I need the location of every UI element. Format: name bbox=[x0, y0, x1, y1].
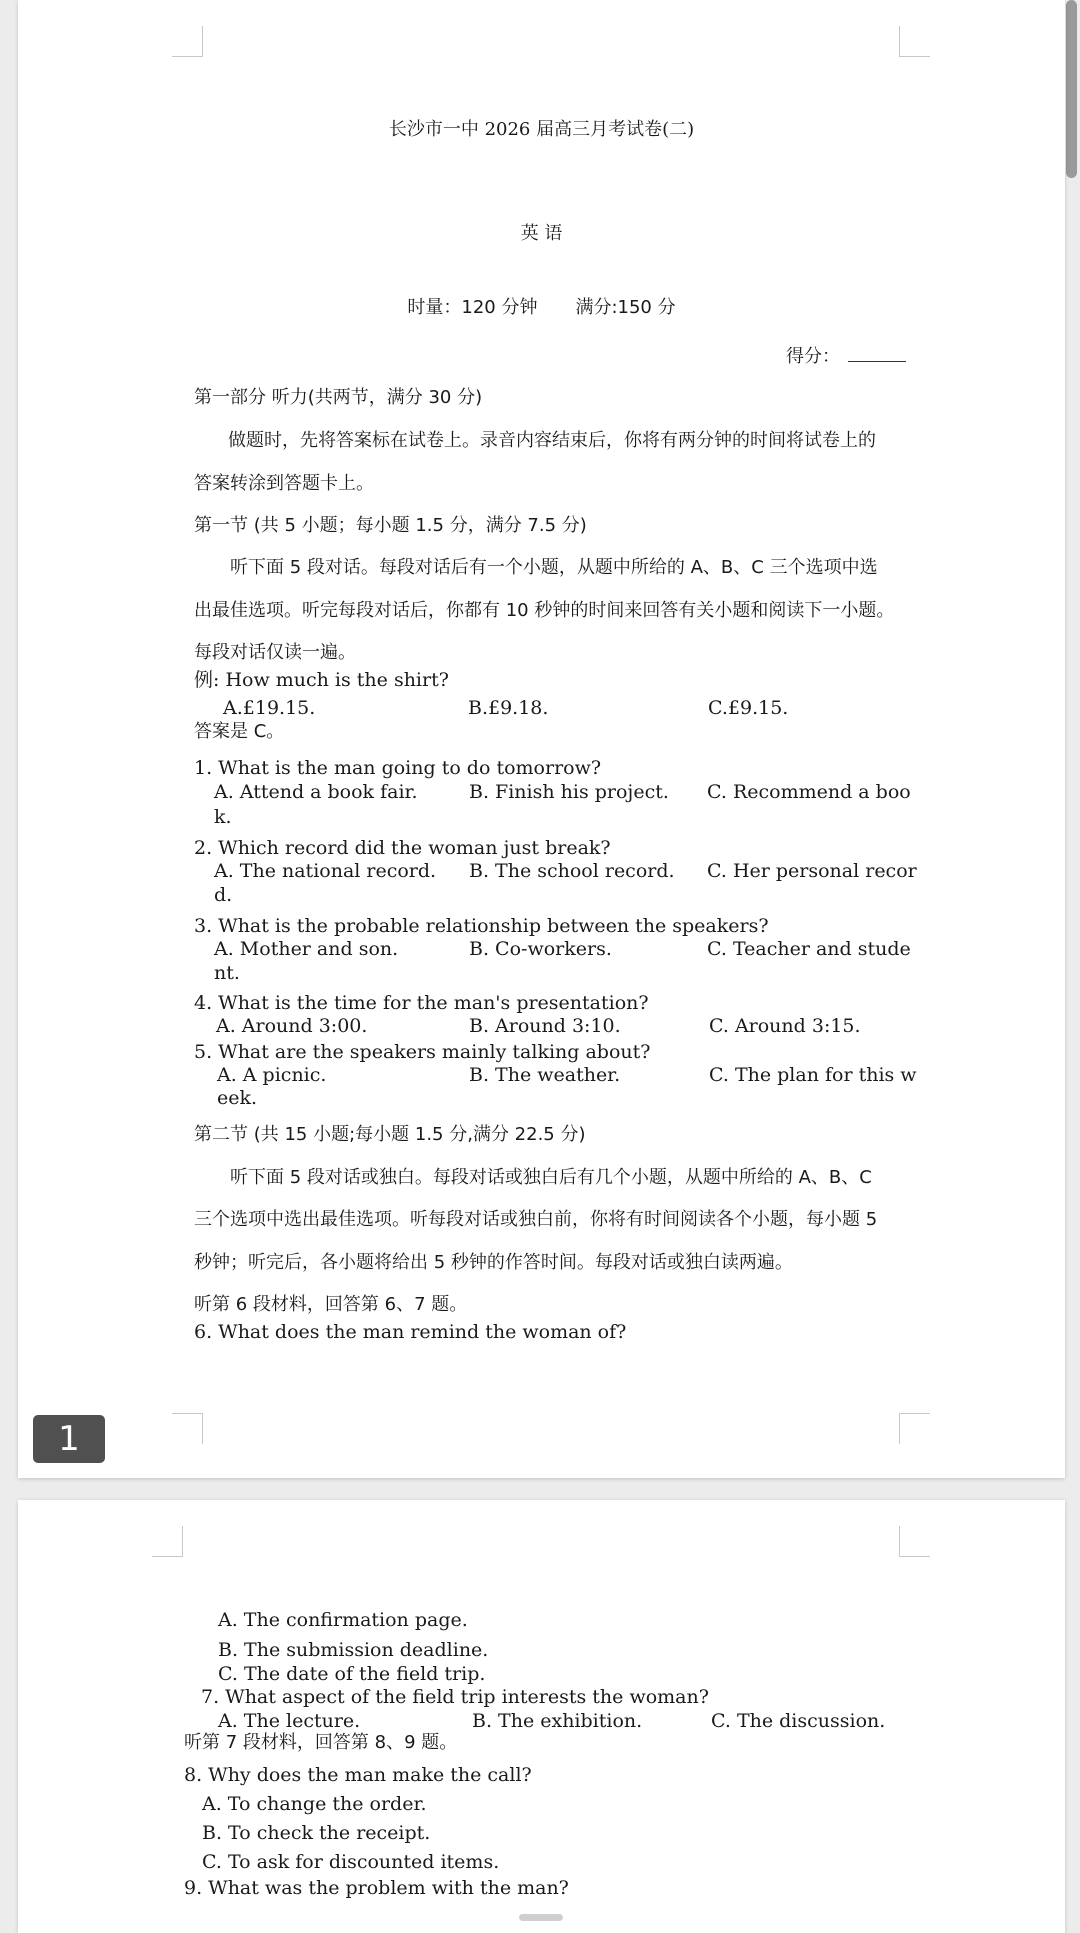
instruction-line: 听下面 5 段对话或独白。每段对话或独白后有几个小题，从题中所给的 A、B、C bbox=[230, 1167, 872, 1188]
document-page-2 bbox=[18, 1500, 1065, 1933]
question-5: 5. What are the speakers mainly talking about? bbox=[194, 1041, 651, 1063]
crop-mark bbox=[899, 1413, 930, 1444]
crop-mark bbox=[172, 26, 203, 57]
question-7: 7. What aspect of the field trip interests the woman? bbox=[201, 1686, 709, 1708]
q2-option-a: A. The national record. bbox=[214, 860, 437, 882]
example-question: 例: How much is the shirt? bbox=[194, 669, 449, 691]
crop-mark bbox=[899, 1526, 930, 1557]
score-blank bbox=[848, 345, 906, 362]
q1-option-c-wrap: k. bbox=[214, 806, 232, 828]
example-option-b: B.£9.18. bbox=[468, 697, 549, 719]
q8-option-a: A. To change the order. bbox=[202, 1793, 427, 1815]
q5-option-c: C. The plan for this w bbox=[709, 1064, 917, 1086]
q6-option-a: A. The confirmation page. bbox=[218, 1609, 468, 1631]
q7-option-c: C. The discussion. bbox=[711, 1710, 886, 1732]
question-8: 8. Why does the man make the call? bbox=[184, 1764, 532, 1786]
section1-heading: 第一节 (共 5 小题；每小题 1.5 分，满分 7.5 分) bbox=[194, 515, 587, 536]
question-4: 4. What is the time for the man's presentation? bbox=[194, 992, 649, 1014]
score-field bbox=[786, 345, 906, 369]
q2-option-c: C. Her personal recor bbox=[707, 860, 917, 882]
instruction-line: 听下面 5 段对话。每段对话后有一个小题，从题中所给的 A、B、C 三个选项中选 bbox=[230, 557, 878, 578]
q3-option-b: B. Co-workers. bbox=[469, 938, 612, 960]
instruction-line: 出最佳选项。听完每段对话后，你都有 10 秒钟的时间来回答有关小题和阅读下一小题。 bbox=[194, 600, 895, 621]
home-indicator[interactable] bbox=[519, 1914, 563, 1921]
q5-option-c-wrap: eek. bbox=[217, 1087, 258, 1109]
scrollbar-thumb[interactable] bbox=[1066, 0, 1077, 178]
instruction-line: 做题时，先将答案标在试卷上。录音内容结束后，你将有两分钟的时间将试卷上的 bbox=[228, 430, 876, 451]
subject-title: 英 语 bbox=[520, 223, 563, 244]
q1-option-b: B. Finish his project. bbox=[469, 781, 669, 803]
document-page-1 bbox=[18, 0, 1065, 1478]
q8-option-c: C. To ask for discounted items. bbox=[202, 1851, 500, 1873]
instruction-line: 每段对话仅读一遍。 bbox=[194, 642, 356, 663]
question-3: 3. What is the probable relationship between the speakers? bbox=[194, 915, 769, 937]
crop-mark bbox=[152, 1526, 183, 1557]
q1-option-a: A. Attend a book fair. bbox=[214, 781, 418, 803]
exam-title: 长沙市一中 2026 届高三月考试卷(二) bbox=[388, 119, 695, 140]
q2-option-c-wrap: d. bbox=[214, 884, 233, 906]
material-7-heading: 听第 7 段材料，回答第 8、9 题。 bbox=[184, 1732, 458, 1753]
q6-option-c: C. The date of the field trip. bbox=[218, 1663, 486, 1685]
material-6-heading: 听第 6 段材料，回答第 6、7 题。 bbox=[194, 1294, 468, 1315]
q7-option-a: A. The lecture. bbox=[218, 1710, 361, 1732]
example-answer: 答案是 C。 bbox=[194, 721, 285, 742]
question-6: 6. What does the man remind the woman of? bbox=[194, 1321, 627, 1343]
question-1: 1. What is the man going to do tomorrow? bbox=[194, 757, 602, 779]
q3-option-c: C. Teacher and stude bbox=[707, 938, 911, 960]
q1-option-c: C. Recommend a boo bbox=[707, 781, 911, 803]
q7-option-b: B. The exhibition. bbox=[472, 1710, 643, 1732]
q3-option-a: A. Mother and son. bbox=[214, 938, 399, 960]
q3-option-c-wrap: nt. bbox=[214, 962, 240, 984]
instruction-line: 秒钟；听完后，各小题将给出 5 秒钟的作答时间。每段对话或独白读两遍。 bbox=[194, 1252, 793, 1273]
part1-heading: 第一部分 听力(共两节，满分 30 分) bbox=[194, 387, 483, 408]
score-label: 得分： bbox=[786, 346, 840, 367]
exam-info bbox=[18, 296, 1065, 320]
q2-option-b: B. The school record. bbox=[469, 860, 675, 882]
score-info: 满分:150 分 bbox=[575, 297, 676, 318]
time-info: 时量：120 分钟 bbox=[407, 297, 538, 318]
q8-option-b: B. To check the receipt. bbox=[202, 1822, 431, 1844]
crop-mark bbox=[172, 1413, 203, 1444]
question-2: 2. Which record did the woman just break? bbox=[194, 837, 611, 859]
question-9: 9. What was the problem with the man? bbox=[184, 1877, 569, 1899]
q4-option-a: A. Around 3:00. bbox=[216, 1015, 368, 1037]
q5-option-a: A. A picnic. bbox=[217, 1064, 327, 1086]
example-option-c: C.£9.15. bbox=[708, 697, 789, 719]
q6-option-b: B. The submission deadline. bbox=[218, 1639, 489, 1661]
q5-option-b: B. The weather. bbox=[469, 1064, 621, 1086]
q4-option-b: B. Around 3:10. bbox=[469, 1015, 621, 1037]
instruction-line: 三个选项中选出最佳选项。听每段对话或独白前，你将有时间阅读各个小题，每小题 5 bbox=[194, 1209, 878, 1230]
instruction-line: 答案转涂到答题卡上。 bbox=[194, 473, 374, 494]
q4-option-c: C. Around 3:15. bbox=[709, 1015, 861, 1037]
page-number-badge: 1 bbox=[33, 1415, 105, 1463]
section2-heading: 第二节 (共 15 小题;每小题 1.5 分,满分 22.5 分) bbox=[194, 1124, 586, 1145]
example-option-a: A.£19.15. bbox=[223, 697, 316, 719]
crop-mark bbox=[899, 26, 930, 57]
